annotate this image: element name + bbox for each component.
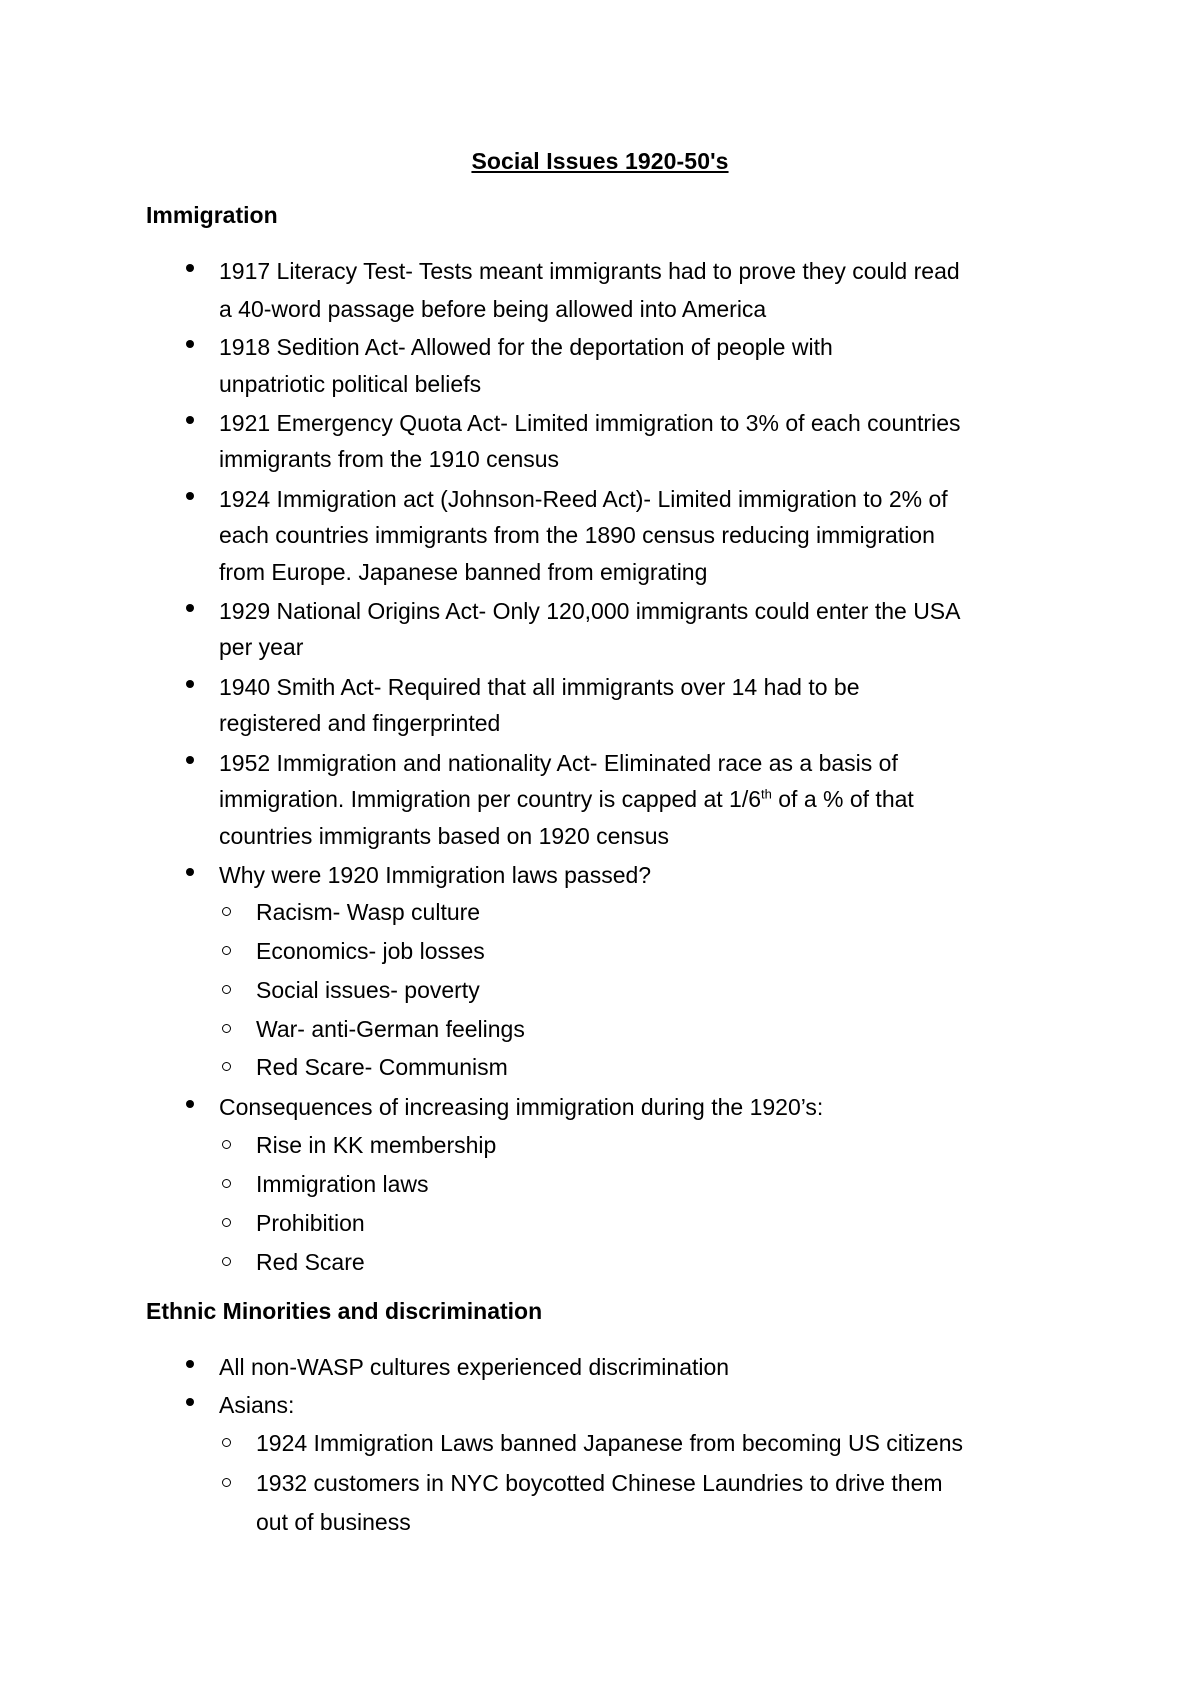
list-item-line: 1921 Emergency Quota Act- Limited immigration to 3% of each countries <box>219 410 961 436</box>
list-item-line: 1917 Literacy Test- Tests meant immigrants had to prove they could read <box>219 258 960 284</box>
sub-list-item: Immigration laws <box>256 1171 429 1197</box>
section-heading-ethnic-minorities: Ethnic Minorities and discrimination <box>146 1298 543 1324</box>
bullet-icon <box>186 340 194 348</box>
bullet-icon <box>186 264 194 272</box>
circle-bullet-icon <box>222 1140 231 1149</box>
list-item-line: immigrants from the 1910 census <box>219 446 560 472</box>
list-item-line: registered and fingerprinted <box>219 710 501 736</box>
circle-bullet-icon <box>222 985 231 994</box>
list-item-line: Consequences of increasing immigration during the 1920’s: <box>219 1094 824 1120</box>
list-item-line <box>219 784 914 814</box>
section-heading-immigration: Immigration <box>146 202 278 228</box>
bullet-icon <box>186 680 194 688</box>
circle-bullet-icon <box>222 907 231 916</box>
bullet-icon <box>186 604 194 612</box>
sub-list-item: 1932 customers in NYC boycotted Chinese Laundries to drive them <box>256 1470 943 1496</box>
bullet-icon <box>186 416 194 424</box>
list-item-line: 1929 National Origins Act- Only 120,000 immigrants could enter the USA <box>219 598 961 624</box>
sub-list-item: Prohibition <box>256 1210 365 1236</box>
sub-list-item: Rise in KK membership <box>256 1132 497 1158</box>
bullet-icon <box>186 492 194 500</box>
list-item-line: 1924 Immigration act (Johnson-Reed Act)- Limited immigration to 2% of <box>219 486 948 512</box>
list-item-line: Why were 1920 Immigration laws passed? <box>219 862 652 888</box>
circle-bullet-icon <box>222 1257 231 1266</box>
bullet-icon <box>186 868 194 876</box>
sub-list-item: Red Scare- Communism <box>256 1054 508 1080</box>
circle-bullet-icon <box>222 1438 231 1447</box>
list-item-line: from Europe. Japanese banned from emigrating <box>219 559 708 585</box>
line-text: immigration. Immigration per country is capped at 1/6 <box>219 786 762 812</box>
list-item-line: unpatriotic political beliefs <box>219 371 482 397</box>
list-item-line: each countries immigrants from the 1890 census reducing immigration <box>219 522 935 548</box>
list-item-line: countries immigrants based on 1920 census <box>219 823 670 849</box>
sub-list-item: Economics- job losses <box>256 938 485 964</box>
line-text: of a % of that <box>771 786 914 812</box>
superscript: th <box>761 786 772 802</box>
list-item-line: Asians: <box>219 1392 295 1418</box>
circle-bullet-icon <box>222 1218 231 1227</box>
list-item-line: 1952 Immigration and nationality Act- Eliminated race as a basis of <box>219 750 898 776</box>
list-item-line: a 40-word passage before being allowed into America <box>219 296 767 322</box>
list-item-line: 1918 Sedition Act- Allowed for the deportation of people with <box>219 334 833 360</box>
page-title: Social Issues 1920-50's <box>471 148 729 174</box>
circle-bullet-icon <box>222 1478 231 1487</box>
sub-list-item: Racism- Wasp culture <box>256 899 481 925</box>
list-item-line: 1940 Smith Act- Required that all immigrants over 14 had to be <box>219 674 860 700</box>
sub-list-item: Red Scare <box>256 1249 365 1275</box>
sub-list-item: 1924 Immigration Laws banned Japanese from becoming US citizens <box>256 1430 963 1456</box>
list-item-line: per year <box>219 634 304 660</box>
sub-list-item: War- anti-German feelings <box>256 1016 525 1042</box>
circle-bullet-icon <box>222 1024 231 1033</box>
bullet-icon <box>186 1398 194 1406</box>
bullet-icon <box>186 1360 194 1368</box>
list-item-line: All non-WASP cultures experienced discrimination <box>219 1354 730 1380</box>
sub-list-item: Social issues- poverty <box>256 977 480 1003</box>
circle-bullet-icon <box>222 1062 231 1071</box>
circle-bullet-icon <box>222 946 231 955</box>
bullet-icon <box>186 1100 194 1108</box>
circle-bullet-icon <box>222 1179 231 1188</box>
sub-list-item: out of business <box>256 1509 411 1535</box>
bullet-icon <box>186 756 194 764</box>
